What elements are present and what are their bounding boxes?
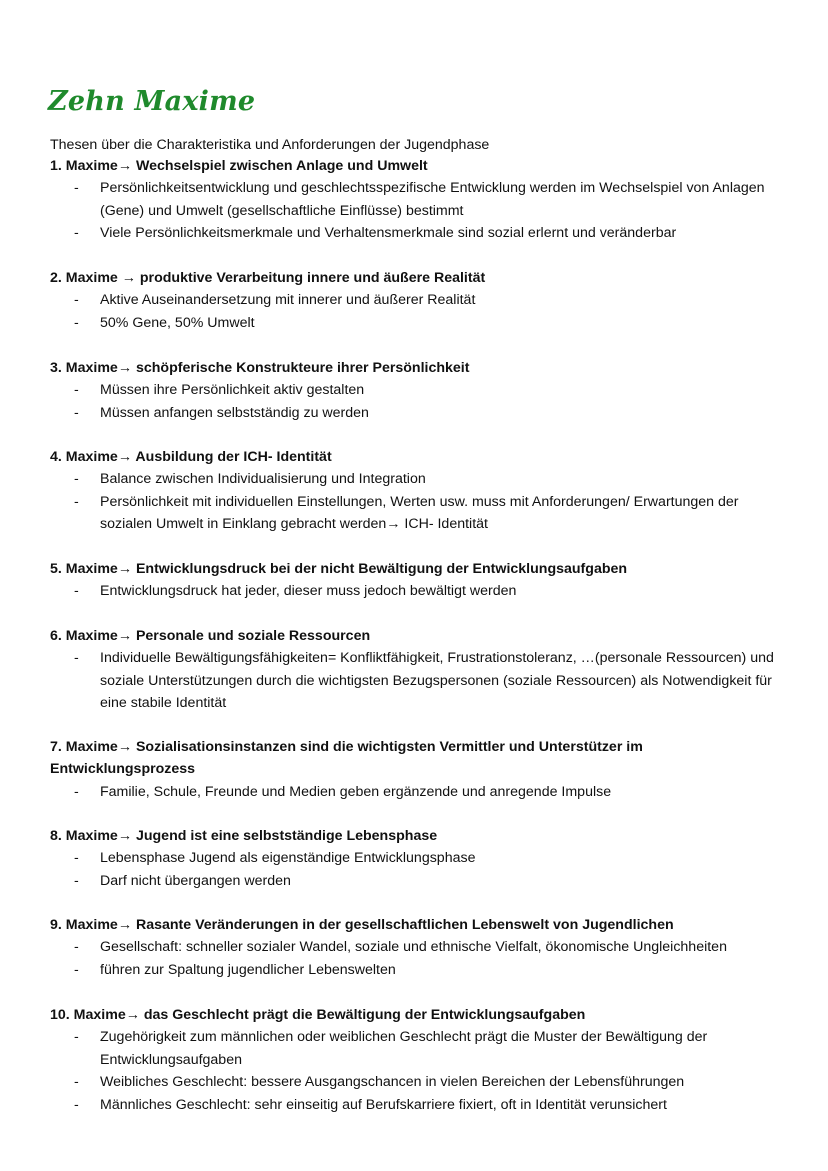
bullet-item bbox=[50, 312, 790, 334]
maxime-section bbox=[50, 625, 790, 715]
maxime-section bbox=[50, 1004, 790, 1116]
bullet-dash: - bbox=[74, 314, 79, 331]
bullet-item bbox=[50, 580, 790, 602]
bullet-dash: - bbox=[74, 404, 79, 421]
section-heading: 1. Maxime→ Wechselspiel zwischen Anlage und Umwelt bbox=[50, 158, 428, 174]
section-heading: 7. Maxime→ Sozialisationsinstanzen sind die wichtigsten Vermittler und Unterstützer im Entwicklungsprozess bbox=[50, 739, 643, 778]
bullet-text: Individuelle Bewältigungsfähigkeiten= Konfliktfähigkeit, Frustrationstoleranz, …(personale Ressourcen) und soziale Unterstützungen durch die wichtigsten Bezugspersonen (soziale Ressourcen) als Notwendigkeit für eine stabile Identität bbox=[100, 650, 774, 712]
bullet-dash: - bbox=[74, 783, 79, 800]
bullet-item bbox=[50, 1071, 790, 1093]
bullet-dash: - bbox=[74, 382, 79, 399]
bullet-item bbox=[50, 959, 790, 981]
bullet-dash: - bbox=[74, 850, 79, 867]
maxime-section bbox=[50, 267, 790, 334]
section-heading: 3. Maxime→ schöpferische Konstrukteure ihrer Persönlichkeit bbox=[50, 360, 470, 376]
maxime-section bbox=[50, 446, 790, 536]
bullet-dash: - bbox=[74, 650, 79, 667]
maxime-section bbox=[50, 357, 790, 424]
bullet-text: Aktive Auseinandersetzung mit innerer und äußerer Realität bbox=[100, 292, 476, 309]
bullet-item bbox=[50, 491, 790, 536]
bullet-item bbox=[50, 379, 790, 401]
bullet-text: führen zur Spaltung jugendlicher Lebenswelten bbox=[100, 961, 396, 978]
bullet-text: Viele Persönlichkeitsmerkmale und Verhaltensmerkmale sind sozial erlernt und veränderbar bbox=[100, 225, 677, 242]
bullet-item bbox=[50, 222, 790, 244]
bullet-text: Persönlichkeitsentwicklung und geschlechtsspezifische Entwicklung werden im Wechselspiel von Anlagen (Gene) und Umwelt (gesellschaftliche Einflüsse) bestimmt bbox=[100, 180, 765, 219]
maxime-section bbox=[50, 825, 790, 892]
bullet-text: Lebensphase Jugend als eigenständige Entwicklungsphase bbox=[100, 850, 476, 867]
bullet-dash: - bbox=[74, 180, 79, 197]
bullet-dash: - bbox=[74, 225, 79, 242]
bullet-dash: - bbox=[74, 872, 79, 889]
section-heading: 4. Maxime→ Ausbildung der ICH- Identität bbox=[50, 449, 332, 465]
bullet-item bbox=[50, 468, 790, 490]
bullet-text: Müssen ihre Persönlichkeit aktiv gestalten bbox=[100, 382, 365, 399]
bullet-text: Entwicklungsdruck hat jeder, dieser muss jedoch bewältigt werden bbox=[100, 583, 517, 600]
bullet-text: 50% Gene, 50% Umwelt bbox=[100, 314, 255, 331]
document-title: Zehn Maxime bbox=[48, 86, 256, 117]
bullet-dash: - bbox=[74, 961, 79, 978]
bullet-item bbox=[50, 870, 790, 892]
bullet-dash: - bbox=[74, 493, 79, 510]
bullet-item bbox=[50, 936, 790, 958]
bullet-item bbox=[50, 289, 790, 311]
bullet-text: Müssen anfangen selbstständig zu werden bbox=[100, 404, 369, 421]
bullet-dash: - bbox=[74, 292, 79, 309]
bullet-item bbox=[50, 647, 790, 714]
bullet-item bbox=[50, 781, 790, 803]
bullet-dash: - bbox=[74, 1029, 79, 1046]
bullet-dash: - bbox=[74, 1074, 79, 1091]
maxime-section bbox=[50, 558, 790, 603]
bullet-item bbox=[50, 177, 790, 222]
bullet-dash: - bbox=[74, 939, 79, 956]
bullet-dash: - bbox=[74, 471, 79, 488]
maxime-section bbox=[50, 914, 790, 981]
section-heading: 5. Maxime→ Entwicklungsdruck bei der nicht Bewältigung der Entwicklungsaufgaben bbox=[50, 561, 628, 577]
section-heading: 8. Maxime→ Jugend ist eine selbstständige Lebensphase bbox=[50, 828, 438, 844]
bullet-text: Darf nicht übergangen werden bbox=[100, 872, 291, 889]
bullet-text: Gesellschaft: schneller sozialer Wandel, soziale und ethnische Vielfalt, ökonomische Ungleichheiten bbox=[100, 939, 727, 956]
bullet-item bbox=[50, 1026, 790, 1071]
section-heading: 2. Maxime → produktive Verarbeitung innere und äußere Realität bbox=[50, 270, 486, 286]
bullet-text: Weibliches Geschlecht: bessere Ausgangschancen in vielen Bereichen der Lebensführungen bbox=[100, 1074, 685, 1091]
bullet-text: Balance zwischen Individualisierung und Integration bbox=[100, 471, 426, 488]
bullet-dash: - bbox=[74, 1096, 79, 1113]
section-heading: 9. Maxime→ Rasante Veränderungen in der gesellschaftlichen Lebenswelt von Jugendlichen bbox=[50, 917, 674, 933]
maxime-section bbox=[50, 736, 790, 803]
bullet-item bbox=[50, 1094, 790, 1116]
bullet-text: Familie, Schule, Freunde und Medien geben ergänzende und anregende Impulse bbox=[100, 783, 612, 800]
bullet-text: Zugehörigkeit zum männlichen oder weiblichen Geschlecht prägt die Muster der Bewältigung der Entwicklungsaufgaben bbox=[100, 1029, 708, 1068]
bullet-text: Männliches Geschlecht: sehr einseitig auf Berufskarriere fixiert, oft in Identität verunsichert bbox=[100, 1096, 667, 1113]
section-heading: 6. Maxime→ Personale und soziale Ressourcen bbox=[50, 628, 371, 644]
document-intro: Thesen über die Charakteristika und Anforderungen der Jugendphase bbox=[50, 137, 490, 153]
section-heading: 10. Maxime→ das Geschlecht prägt die Bewältigung der Entwicklungsaufgaben bbox=[50, 1007, 586, 1023]
bullet-dash: - bbox=[74, 583, 79, 600]
bullet-item bbox=[50, 847, 790, 869]
maxime-section bbox=[50, 155, 790, 245]
bullet-item bbox=[50, 402, 790, 424]
bullet-text: Persönlichkeit mit individuellen Einstellungen, Werten usw. muss mit Anforderungen/ Erwartungen der sozialen Umwelt in Einklang gebracht werden→ ICH- Identität bbox=[100, 493, 739, 533]
